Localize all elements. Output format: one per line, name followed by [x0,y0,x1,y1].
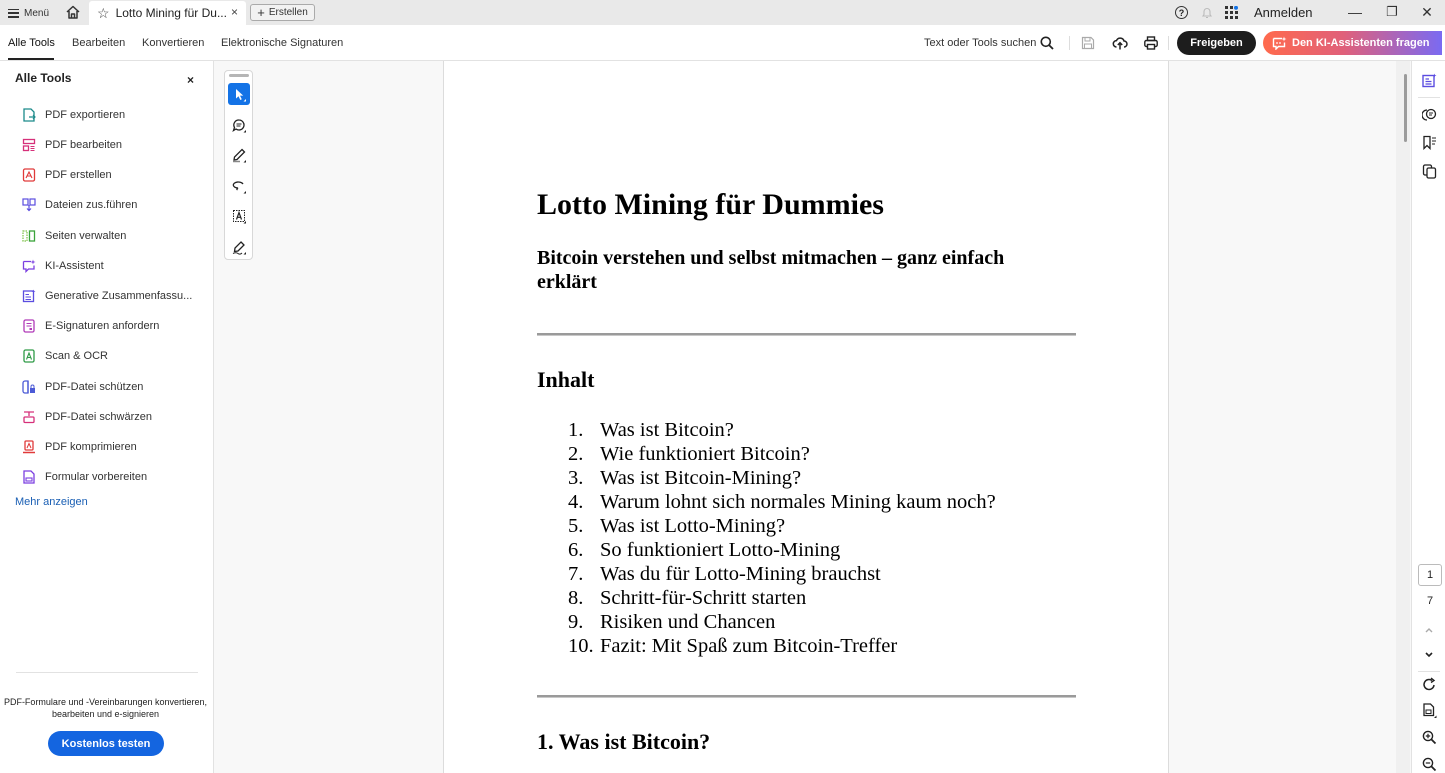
scan-ocr-icon [22,349,36,363]
create-label: Erstellen [268,7,308,18]
edit-pdf-icon [22,138,36,152]
toc-number: 10. [568,635,594,657]
close-window-button[interactable]: ✕ [1421,3,1433,20]
ai-assistant-icon [22,259,36,273]
document-title: Lotto Mining für Dummies [537,188,884,221]
total-pages: 7 [1426,595,1434,607]
search-tools-label[interactable]: Text oder Tools suchen [924,37,1037,49]
document-subtitle: Bitcoin verstehen und selbst mitmachen – ganz einfach erklärt [537,247,1005,293]
pdf-page [443,61,1169,773]
minimize-button[interactable]: — [1348,4,1362,20]
tool-label: PDF komprimieren [45,441,137,453]
toc-text: Wie funktioniert Bitcoin? [600,443,810,465]
sign-in-link[interactable]: Anmelden [1254,5,1313,20]
tool-request-esignatures[interactable] [22,317,159,335]
tool-organize-pages[interactable] [22,227,126,245]
create-button[interactable] [250,4,315,21]
notification-bell-icon[interactable] [1201,6,1213,19]
tool-ai-assistant[interactable] [22,257,104,275]
toc-item [568,466,996,490]
comments-icon[interactable] [1422,107,1437,122]
horizontal-rule [537,333,1076,336]
ask-ai-assistant-button[interactable] [1263,31,1442,55]
tool-redact-pdf[interactable] [22,408,152,426]
toc-item [568,442,996,466]
vertical-scrollbar[interactable] [1396,61,1410,773]
tool-generative-summary[interactable] [22,287,192,305]
promo-text: PDF-Formulare und -Vereinbarungen konvertieren, bearbeiten und e-signieren [3,697,208,719]
toc-text: So funktioniert Lotto-Mining [600,539,841,561]
tool-label: PDF-Datei schwärzen [45,411,152,423]
toc-number: 3. [568,467,584,489]
document-tab[interactable] [89,1,246,25]
toc-text: Was du für Lotto-Mining brauchst [600,563,881,585]
table-of-contents [568,418,996,658]
free-trial-button[interactable]: Kostenlos testen [48,731,164,756]
sign-pen-icon [232,240,247,255]
draw-lasso-icon [232,179,247,194]
hamburger-icon [8,9,19,18]
tab-convert[interactable]: Konvertieren [142,37,205,49]
tool-export-pdf[interactable] [22,106,125,124]
quick-tools-toolbar [224,70,253,260]
highlight-tool-button[interactable] [228,144,250,166]
toc-item [568,418,996,442]
request-signature-icon [22,319,36,333]
maximize-button[interactable]: ❐ [1386,4,1398,19]
rail-divider [1418,97,1440,98]
tool-label: PDF-Datei schützen [45,381,144,393]
toc-item [568,634,996,658]
save-icon[interactable] [1080,35,1096,51]
upload-cloud-icon[interactable] [1112,35,1128,51]
search-icon[interactable] [1040,36,1054,50]
toc-item [568,538,996,562]
toc-number: 9. [568,611,584,633]
tool-scan-ocr[interactable] [22,347,108,365]
toc-number: 5. [568,515,584,537]
scrollbar-thumb[interactable] [1404,74,1407,142]
toc-number: 2. [568,443,584,465]
tab-e-signatures[interactable]: Elektronische Signaturen [221,37,344,49]
close-tab-icon[interactable]: × [230,5,238,19]
toc-item [568,586,996,610]
toc-item [568,490,996,514]
share-button[interactable]: Freigeben [1177,31,1256,55]
text-tool-button[interactable] [228,205,250,227]
toc-text: Was ist Bitcoin? [600,419,734,441]
tool-combine-files[interactable] [22,196,137,214]
tab-edit[interactable]: Bearbeiten [72,37,126,49]
next-page-icon[interactable] [1422,650,1436,660]
section-heading: 1. Was ist Bitcoin? [537,729,711,754]
highlight-pen-icon [232,148,247,163]
toc-heading: Inhalt [537,367,595,392]
rotate-icon[interactable] [1422,677,1437,692]
toc-number: 1. [568,419,584,441]
panel-title: Alle Tools [15,71,72,85]
previous-page-icon[interactable] [1422,625,1436,635]
menu-label: Menü [24,7,50,19]
toc-text: Fazit: Mit Spaß zum Bitcoin-Treffer [600,635,898,657]
protect-pdf-icon [22,380,36,394]
redact-pdf-icon [22,410,36,424]
all-tools-panel [0,61,214,773]
current-page-input[interactable]: 1 [1418,564,1442,586]
tool-label: E-Signaturen anfordern [45,320,160,332]
ai-chat-icon [1272,36,1287,50]
tool-label: Seiten verwalten [45,230,127,242]
select-cursor-icon [232,87,247,102]
horizontal-rule [537,695,1076,698]
apps-grid-icon[interactable] [1225,6,1238,19]
toc-item [568,610,996,634]
tool-protect-pdf[interactable] [22,378,143,396]
help-icon[interactable]: ? [1175,6,1188,19]
tool-label: PDF exportieren [45,109,126,121]
draw-tool-button[interactable] [228,175,250,197]
document-tab-label: Lotto Mining für Du... [115,6,227,20]
rail-divider [1418,671,1440,672]
tool-label: Generative Zusammenfassu... [45,290,193,302]
star-icon[interactable]: ☆ [97,4,110,21]
tool-label: PDF bearbeiten [45,139,123,151]
tab-all-tools[interactable]: Alle Tools [8,37,55,49]
text-select-icon [232,209,247,224]
tool-edit-pdf[interactable] [22,136,122,154]
zoom-out-icon[interactable] [1422,757,1437,772]
create-pdf-icon [22,168,36,182]
toc-number: 6. [568,539,584,561]
toolbar-divider [1168,36,1169,50]
toc-number: 4. [568,491,584,513]
toc-number: 8. [568,587,584,609]
title-tab-bar [0,0,1445,25]
generative-summary-icon[interactable] [1422,73,1437,88]
menu-button[interactable] [8,5,49,21]
compress-pdf-icon [22,440,36,454]
sign-tool-button[interactable] [228,236,250,258]
home-icon[interactable] [65,4,81,20]
toc-number: 7. [568,563,584,585]
generative-summary-icon [22,289,36,303]
toc-text: Was ist Bitcoin-Mining? [600,467,802,489]
prepare-form-icon [22,470,36,484]
ask-ai-label: Den KI-Assistenten fragen [1292,37,1430,49]
toc-item [568,514,996,538]
drag-handle[interactable] [229,74,249,77]
tool-label: Formular vorbereiten [45,471,148,483]
comment-tool-button[interactable] [228,114,250,136]
export-pdf-icon [22,108,36,122]
toc-text: Schritt-für-Schritt starten [600,587,807,609]
tool-label: KI-Assistent [45,260,104,272]
promo-divider [16,672,198,673]
tool-prepare-form[interactable] [22,468,147,486]
combine-files-icon [22,198,36,212]
active-tab-indicator [8,58,54,60]
select-tool-button[interactable] [228,83,250,105]
right-tools-rail [1411,61,1445,773]
toc-text: Warum lohnt sich normales Mining kaum noch? [600,491,996,513]
zoom-in-icon[interactable] [1422,730,1437,745]
close-panel-icon[interactable]: × [187,73,195,87]
plus-icon: + [257,5,265,20]
tool-create-pdf[interactable] [22,166,112,184]
toc-item [568,562,996,586]
main-toolbar [0,25,1445,61]
print-icon[interactable] [1143,35,1159,51]
organize-pages-icon [22,229,36,243]
show-more-link[interactable]: Mehr anzeigen [15,496,88,508]
add-comment-icon [232,118,247,133]
tool-label: PDF erstellen [45,169,112,181]
tool-label: Dateien zus.führen [45,199,138,211]
toolbar-divider [1069,36,1070,50]
tool-compress-pdf[interactable] [22,438,137,456]
tool-label: Scan & OCR [45,350,108,362]
page-thumbnails-icon[interactable] [1422,164,1437,179]
page-display-icon[interactable] [1422,703,1437,718]
toc-text: Was ist Lotto-Mining? [600,515,786,537]
bookmarks-icon[interactable] [1422,135,1437,150]
toc-text: Risiken und Chancen [600,611,776,633]
